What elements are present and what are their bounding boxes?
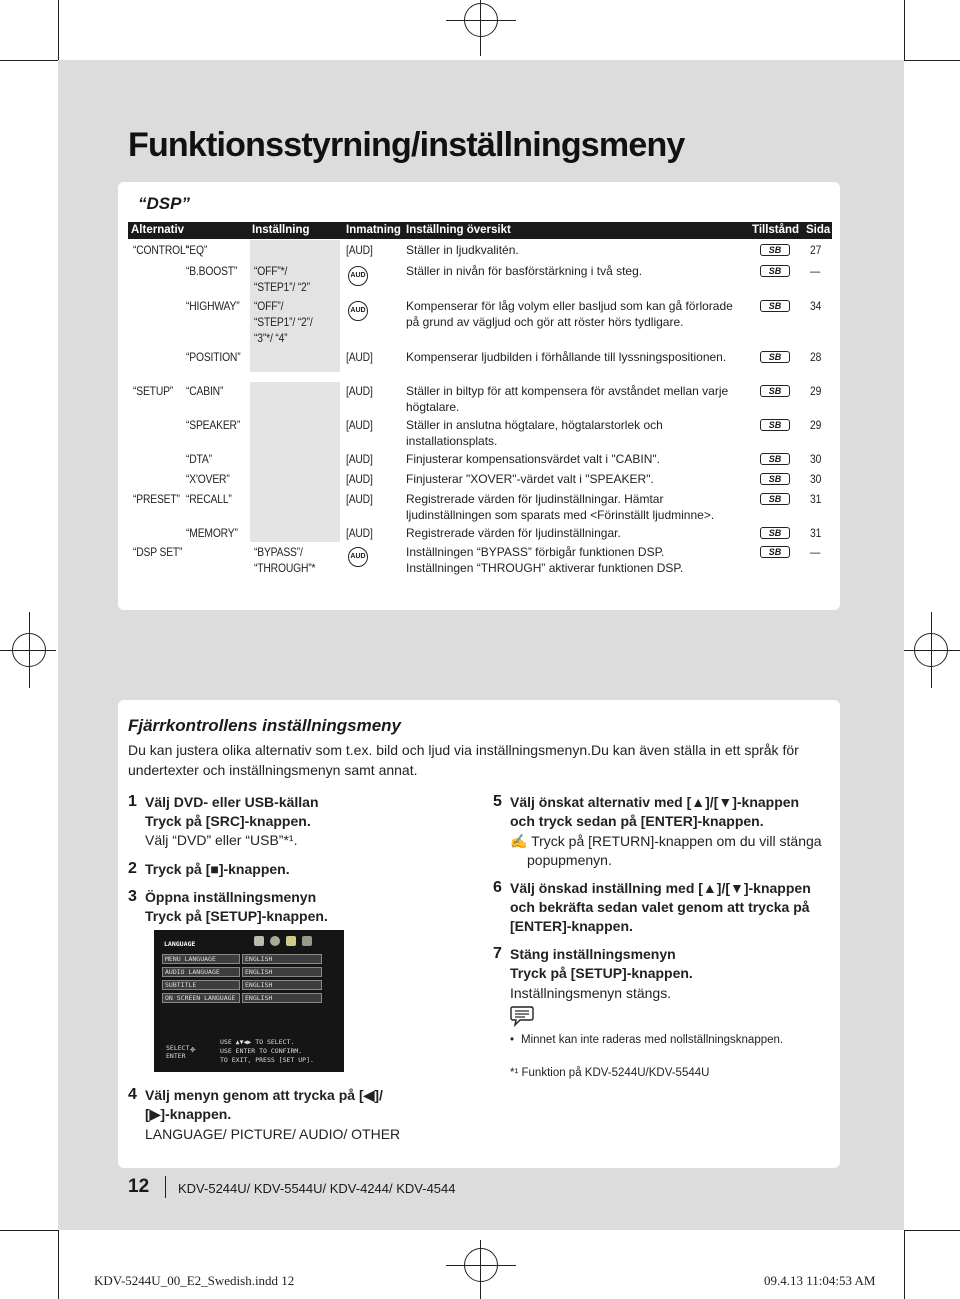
status-sb-badge: SB (760, 419, 790, 431)
status-sb-badge: SB (760, 244, 790, 256)
note-bullet: • (510, 1034, 515, 1046)
cell-setting-cont: “THROUGH”* (254, 561, 316, 575)
osd-row-value: ENGLISH (245, 968, 273, 976)
osd-enter-label: ENTER (166, 1052, 186, 1060)
status-sb-badge: SB (760, 351, 790, 363)
osd-help-3: TO EXIT, PRESS [SET UP]. (220, 1056, 314, 1064)
cell-overview-cont: ljudinställningen som sparats med <Förinställt ljudminne>. (406, 508, 715, 522)
step-3-number: 3 (128, 888, 137, 905)
cell-page-ref: 28 (810, 350, 822, 364)
status-sb-badge: SB (760, 265, 790, 277)
step-4-note: LANGUAGE/ PICTURE/ AUDIO/ OTHER (145, 1126, 401, 1142)
crop-mark (58, 0, 59, 60)
cell-subitem: “MEMORY” (186, 526, 238, 540)
aud-knob-icon: AUD (348, 266, 368, 286)
cell-page-ref: — (810, 264, 821, 278)
step-6-number: 6 (493, 879, 502, 896)
cell-subitem: “DTA” (186, 452, 212, 466)
status-sb-badge: SB (760, 546, 790, 558)
cell-input: [AUD] (346, 243, 373, 257)
dsp-heading: “DSP” (138, 194, 190, 213)
cell-overview: Ställer in biltyp för att kompensera för avståndet mellan varje (406, 384, 729, 398)
footer-divider (165, 1176, 166, 1198)
setting-column-shade (250, 382, 340, 542)
cell-page-ref: 27 (810, 243, 822, 257)
step-4-title-cont: [▶]-knappen. (145, 1106, 232, 1122)
step-5-note: ✍ Tryck på [RETURN]-knappen om du vill stänga (510, 833, 822, 849)
crop-mark (0, 1230, 58, 1231)
model-list: KDV-5244U/ KDV-5544U/ KDV-4244/ KDV-4544 (178, 1181, 456, 1196)
step-5-title-cont: och tryck sedan på [ENTER]-knappen. (510, 813, 764, 829)
cell-alternativ: “PRESET” (133, 492, 180, 506)
header-sida: Sida (806, 224, 831, 236)
cell-page-ref: — (810, 545, 821, 559)
step-7-title: Stäng inställningsmenyn (510, 946, 676, 962)
osd-row-value: ENGLISH (245, 994, 273, 1002)
header-inmatning: Inmatning (346, 224, 401, 236)
cell-page-ref: 31 (810, 492, 822, 506)
cell-overview: Registrerade värden för ljudinställningar. (406, 526, 621, 540)
page-title: Funktionsstyrning/inställningsmeny (128, 126, 685, 164)
osd-tab-icons (254, 934, 314, 948)
footnote: *¹ Funktion på KDV-5244U/KDV-5544U (510, 1067, 710, 1079)
cell-overview: Inställningen “BYPASS” förbigår funktionen DSP. (406, 545, 665, 559)
cell-input: [AUD] (346, 492, 373, 506)
aud-knob-icon: AUD (348, 301, 368, 321)
status-sb-badge: SB (760, 300, 790, 312)
osd-row-value: ENGLISH (245, 955, 273, 963)
cell-overview: Ställer in ljudkvalitén. (406, 243, 519, 257)
osd-row-key: MENU LANGUAGE (165, 955, 216, 963)
status-sb-badge: SB (760, 493, 790, 505)
cell-alternativ: “SETUP” (133, 384, 174, 398)
step-4-number: 4 (128, 1086, 137, 1103)
cell-subitem: “RECALL” (186, 492, 232, 506)
cell-input: [AUD] (346, 452, 373, 466)
header-tillstand: Tillstånd (752, 224, 800, 236)
status-sb-badge: SB (760, 453, 790, 465)
osd-help-2: USE ENTER TO CONFIRM. (220, 1047, 303, 1055)
step-1-action: Tryck på [SRC]-knappen. (145, 813, 311, 829)
cell-input: [AUD] (346, 418, 373, 432)
step-1-title: Välj DVD- eller USB-källan (145, 794, 319, 810)
cell-overview-cont: installationsplats. (406, 434, 498, 448)
cell-subitem: “POSITION” (186, 350, 241, 364)
cell-page-ref: 31 (810, 526, 822, 540)
cell-overview: Kompenserar ljudbilden i förhållande till lyssningspositionen. (406, 350, 727, 364)
cell-setting-cont: “STEP1”/ “2” (254, 280, 310, 294)
step-1-note: Välj “DVD” eller “USB”*¹. (145, 832, 298, 848)
crop-mark (904, 1230, 960, 1231)
intro-line-2: undertexter och inställningsmenyn samt annat. (128, 762, 418, 778)
cell-alternativ: “DSP SET” (133, 545, 183, 559)
header-alternativ: Alternativ (131, 224, 185, 236)
step-6-title-cont: och bekräfta sedan valet genom att trycka på (510, 899, 810, 915)
page-number: 12 (128, 1176, 150, 1197)
osd-title: LANGUAGE (164, 940, 196, 948)
cell-input: [AUD] (346, 350, 373, 364)
cell-subitem: “CABIN” (186, 384, 224, 398)
step-5-number: 5 (493, 793, 502, 810)
cell-page-ref: 30 (810, 452, 822, 466)
osd-row-key: AUDIO LANGUAGE (165, 968, 220, 976)
step-7-note: Inställningsmenyn stängs. (510, 985, 672, 1001)
cell-setting-cont: “STEP1”/ “2”/ (254, 315, 313, 329)
cell-overview: Ställer in anslutna högtalare, högtalarstorlek och (406, 418, 663, 432)
step-6-title: Välj önskad inställning med [▲]/[▼]-knappen (510, 880, 811, 896)
cell-page-ref: 34 (810, 299, 822, 313)
remote-heading: Fjärrkontrollens inställningsmeny (128, 716, 402, 735)
cell-setting: “BYPASS”/ (254, 545, 303, 559)
indd-filename: KDV-5244U_00_E2_Swedish.indd 12 (94, 1273, 295, 1288)
step-2-title: Tryck på [■]-knappen. (145, 861, 290, 877)
step-3-action: Tryck på [SETUP]-knappen. (145, 908, 328, 924)
cell-page-ref: 29 (810, 418, 822, 432)
crop-mark (904, 0, 905, 60)
cell-overview: Kompenserar för låg volym eller basljud som kan gå förlorade (406, 299, 733, 313)
status-sb-badge: SB (760, 527, 790, 539)
note-icon (510, 1005, 534, 1025)
crop-mark (0, 60, 58, 61)
cell-alternativ: “CONTROL” (133, 243, 189, 257)
cell-setting: “OFF”*/ (254, 264, 288, 278)
cell-overview-cont: högtalare. (406, 400, 460, 414)
step-6-title-cont-2: [ENTER]-knappen. (510, 918, 633, 934)
crop-mark (904, 60, 960, 61)
step-7-number: 7 (493, 945, 502, 962)
cell-input: [AUD] (346, 472, 373, 486)
cell-overview: Finjusterar "XOVER"-värdet valt i "SPEAKER". (406, 472, 654, 486)
status-sb-badge: SB (760, 473, 790, 485)
cell-page-ref: 30 (810, 472, 822, 486)
step-4-title: Välj menyn genom att trycka på [◀]/ (145, 1087, 383, 1103)
cell-input: [AUD] (346, 384, 373, 398)
step-7-action: Tryck på [SETUP]-knappen. (510, 965, 693, 981)
step-2-number: 2 (128, 860, 137, 877)
cell-overview: Ställer in nivån för basförstärkning i två steg. (406, 264, 643, 278)
intro-line-1: Du kan justera olika alternativ som t.ex. bild och ljud via inställningsmenyn.Du kan även ställa in ett språk för (128, 742, 799, 758)
header-installning: Inställning (252, 224, 310, 236)
cell-subitem: “B.BOOST” (186, 264, 238, 278)
note-text: Minnet kan inte raderas med nollställningsknappen. (521, 1034, 784, 1046)
osd-row-key: ON SCREEN LANGUAGE (165, 994, 236, 1002)
osd-row-key: SUBTITLE (165, 981, 197, 989)
step-3-title: Öppna inställningsmenyn (145, 889, 317, 905)
cell-subitem: “EQ” (186, 243, 208, 257)
cell-setting-cont: “3”*/ “4” (254, 331, 288, 345)
crop-mark (58, 1230, 59, 1299)
setup-menu-screenshot (154, 930, 344, 1072)
cell-overview-cont: Inställningen “THROUGH” aktiverar funktionen DSP. (406, 561, 684, 575)
cell-overview: Registrerade värden för ljudinställningar. Hämtar (406, 492, 664, 506)
print-timestamp: 09.4.13 11:04:53 AM (764, 1273, 876, 1288)
osd-row-value: ENGLISH (245, 981, 273, 989)
status-sb-badge: SB (760, 385, 790, 397)
cell-subitem: “X'OVER” (186, 472, 230, 486)
osd-dpad-icon: ✥ (190, 1045, 196, 1055)
aud-knob-icon: AUD (348, 547, 368, 567)
osd-help-1: USE ▲▼◀▶ TO SELECT. (220, 1038, 295, 1046)
cell-overview: Finjusterar kompensationsvärdet valt i "CABIN". (406, 452, 660, 466)
cell-setting: “OFF”/ (254, 299, 284, 313)
step-5-note-cont: popupmenyn. (527, 852, 612, 868)
cell-subitem: “SPEAKER” (186, 418, 241, 432)
cell-overview-cont: på grund av vägljud och gör att röster hörs tydligare. (406, 315, 684, 329)
osd-select-label: SELECT (166, 1044, 190, 1052)
cell-subitem: “HIGHWAY” (186, 299, 240, 313)
crop-mark (904, 1230, 905, 1299)
step-1-number: 1 (128, 793, 137, 810)
header-oversikt: Inställning översikt (406, 224, 511, 236)
cell-input: [AUD] (346, 526, 373, 540)
step-5-title: Välj önskat alternativ med [▲]/[▼]-knappen (510, 794, 800, 810)
cell-page-ref: 29 (810, 384, 822, 398)
